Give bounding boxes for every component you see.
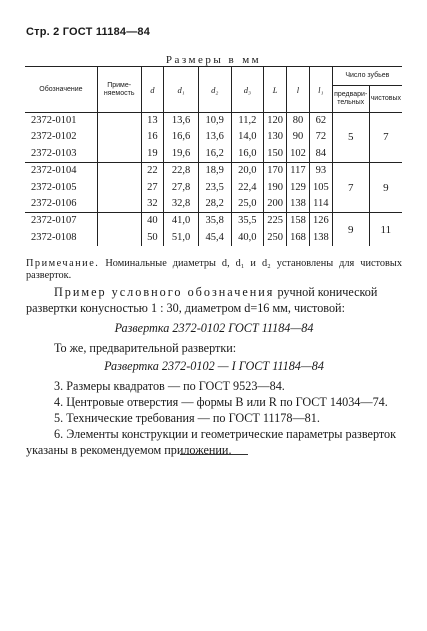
header-teeth-pre: предварительных [332, 86, 369, 113]
cell-l1: 93 [309, 163, 332, 180]
cell-designation: 2372-0103 [25, 146, 97, 163]
header-teeth-group: Число зубьев [332, 67, 402, 86]
cell-d: 16 [141, 129, 164, 145]
cell-d: 40 [141, 213, 164, 230]
cell-l1: 62 [309, 113, 332, 130]
cell-d3: 14,0 [231, 129, 264, 145]
cell-designation: 2372-0107 [31, 215, 77, 227]
cell-d1: 13,6 [164, 113, 199, 130]
cell-L: 150 [264, 146, 287, 163]
table-row [25, 113, 402, 130]
cell-l1: 138 [309, 230, 332, 246]
cell-applicability [97, 163, 141, 180]
end-rule [180, 454, 248, 455]
cell-d2: 13,6 [198, 129, 231, 145]
designation-finishing: Развертка 2372-0102 ГОСТ 11184—84 [114, 321, 314, 335]
cell-designation: 2372-0108 [31, 231, 77, 243]
cell-d1: 41,0 [164, 213, 199, 230]
cell-d1: 27,8 [164, 180, 199, 196]
cell-d: 50 [141, 230, 164, 246]
cell-d: 19 [141, 146, 164, 163]
cell-l1: 126 [309, 213, 332, 230]
cell-applicability [97, 113, 141, 130]
cell-d1: 32,8 [164, 196, 199, 213]
cell-d3: 35,5 [231, 213, 264, 230]
example-paragraph [26, 284, 402, 316]
cell-l1: 114 [309, 196, 332, 213]
cell-applicability [97, 196, 141, 213]
cell-d1: 51,0 [164, 230, 199, 246]
cell-d3: 20,0 [231, 163, 264, 180]
units-title: Размеры в [165, 54, 237, 66]
cell-d3: 25,0 [231, 196, 264, 213]
item-5: 5. Технические требования — по ГОСТ 11178—81. [54, 411, 320, 425]
cell-teeth-fin: 9 [369, 163, 402, 213]
header-d3: d₃ [231, 67, 264, 113]
units-caption [0, 54, 427, 66]
header-l1: l₁ [309, 67, 332, 113]
cell-l: 80 [287, 113, 310, 130]
cell-d3: 11,2 [231, 113, 264, 130]
cell-l: 168 [287, 230, 310, 246]
page-header: Стр. 2 ГОСТ 11184—84 [26, 26, 151, 38]
cell-l1: 72 [309, 129, 332, 145]
cell-designation: 2372-0106 [25, 196, 97, 213]
cell-teeth-fin: 11 [369, 213, 402, 246]
cell-L: 225 [264, 213, 287, 230]
cell-teeth-pre: 7 [332, 163, 369, 213]
item-4: 4. Центровые отверстия — формы B или R по ГОСТ 14034—74. [54, 395, 388, 409]
item-3: 3. Размеры квадратов — по ГОСТ 9523—84. [54, 379, 285, 393]
note-text: Номинальные диаметры d, d₁ и d₂ установлены для чистовых разверток. [26, 258, 402, 281]
cell-designation: 2372-0101 [31, 115, 77, 126]
cell-l: 102 [287, 146, 310, 163]
header-L: L [264, 67, 287, 113]
cell-d2: 18,9 [198, 163, 231, 180]
cell-d: 22 [141, 163, 164, 180]
cell-d: 32 [141, 196, 164, 213]
header-d1: d₁ [164, 67, 199, 113]
header-d: d [141, 67, 164, 113]
header-d2: d₂ [198, 67, 231, 113]
dimensions-table [25, 66, 402, 246]
cell-d2: 16,2 [198, 146, 231, 163]
cell-designation: 2372-0105 [31, 181, 77, 193]
header-designation: Обозначение [25, 67, 97, 113]
note-label: Примечание. [26, 258, 100, 269]
cell-applicability [97, 180, 141, 196]
cell-L: 190 [264, 180, 287, 196]
cell-l1: 84 [309, 146, 332, 163]
units-unit: мм [242, 54, 262, 66]
cell-l: 129 [287, 180, 310, 196]
cell-L: 250 [264, 230, 287, 246]
cell-d3: 40,0 [231, 230, 264, 246]
cell-L: 120 [264, 113, 287, 130]
cell-d3: 16,0 [231, 146, 264, 163]
example-preliminary: То же, предварительной развертки: [54, 341, 237, 355]
cell-l: 158 [287, 213, 310, 230]
cell-d2: 28,2 [198, 196, 231, 213]
table-note [26, 258, 402, 282]
cell-applicability [97, 146, 141, 163]
table-row [25, 213, 402, 230]
cell-d2: 35,8 [198, 213, 231, 230]
cell-d2: 23,5 [198, 180, 231, 196]
cell-d2: 45,4 [198, 230, 231, 246]
cell-teeth-pre: 5 [332, 113, 369, 163]
cell-applicability [97, 213, 141, 230]
header-teeth-fin: чистовых [369, 86, 402, 113]
table-row [25, 163, 402, 180]
item-6: 6. Элементы конструкции и геометрические параметры разверток указаны в рекомендуемом приложении. [26, 427, 397, 457]
designation-preliminary: Развертка 2372-0102 — I ГОСТ 11184—84 [104, 359, 324, 373]
cell-d1: 16,6 [164, 129, 199, 145]
cell-teeth-fin: 7 [369, 113, 402, 163]
cell-L: 200 [264, 196, 287, 213]
cell-d: 27 [141, 180, 164, 196]
cell-d3: 22,4 [231, 180, 264, 196]
cell-L: 170 [264, 163, 287, 180]
cell-applicability [97, 129, 141, 145]
example-text: ручной конической развертки конусностью 1 : 30, диаметром d=16 мм, чистовой: [26, 285, 378, 315]
cell-designation: 2372-0102 [31, 131, 77, 143]
cell-l: 117 [287, 163, 310, 180]
cell-teeth-pre: 9 [332, 213, 369, 246]
header-applicability: Применяемость [97, 67, 141, 113]
cell-l: 90 [287, 129, 310, 145]
cell-applicability [97, 230, 141, 246]
cell-d: 13 [141, 113, 164, 130]
cell-L: 130 [264, 129, 287, 145]
cell-d1: 22,8 [164, 163, 199, 180]
cell-l: 138 [287, 196, 310, 213]
header-l: l [287, 67, 310, 113]
cell-designation: 2372-0104 [31, 165, 77, 177]
cell-l1: 105 [309, 180, 332, 196]
example-lead: Пример условного обозначения [54, 285, 275, 299]
cell-d1: 19,6 [164, 146, 199, 163]
cell-d2: 10,9 [198, 113, 231, 130]
